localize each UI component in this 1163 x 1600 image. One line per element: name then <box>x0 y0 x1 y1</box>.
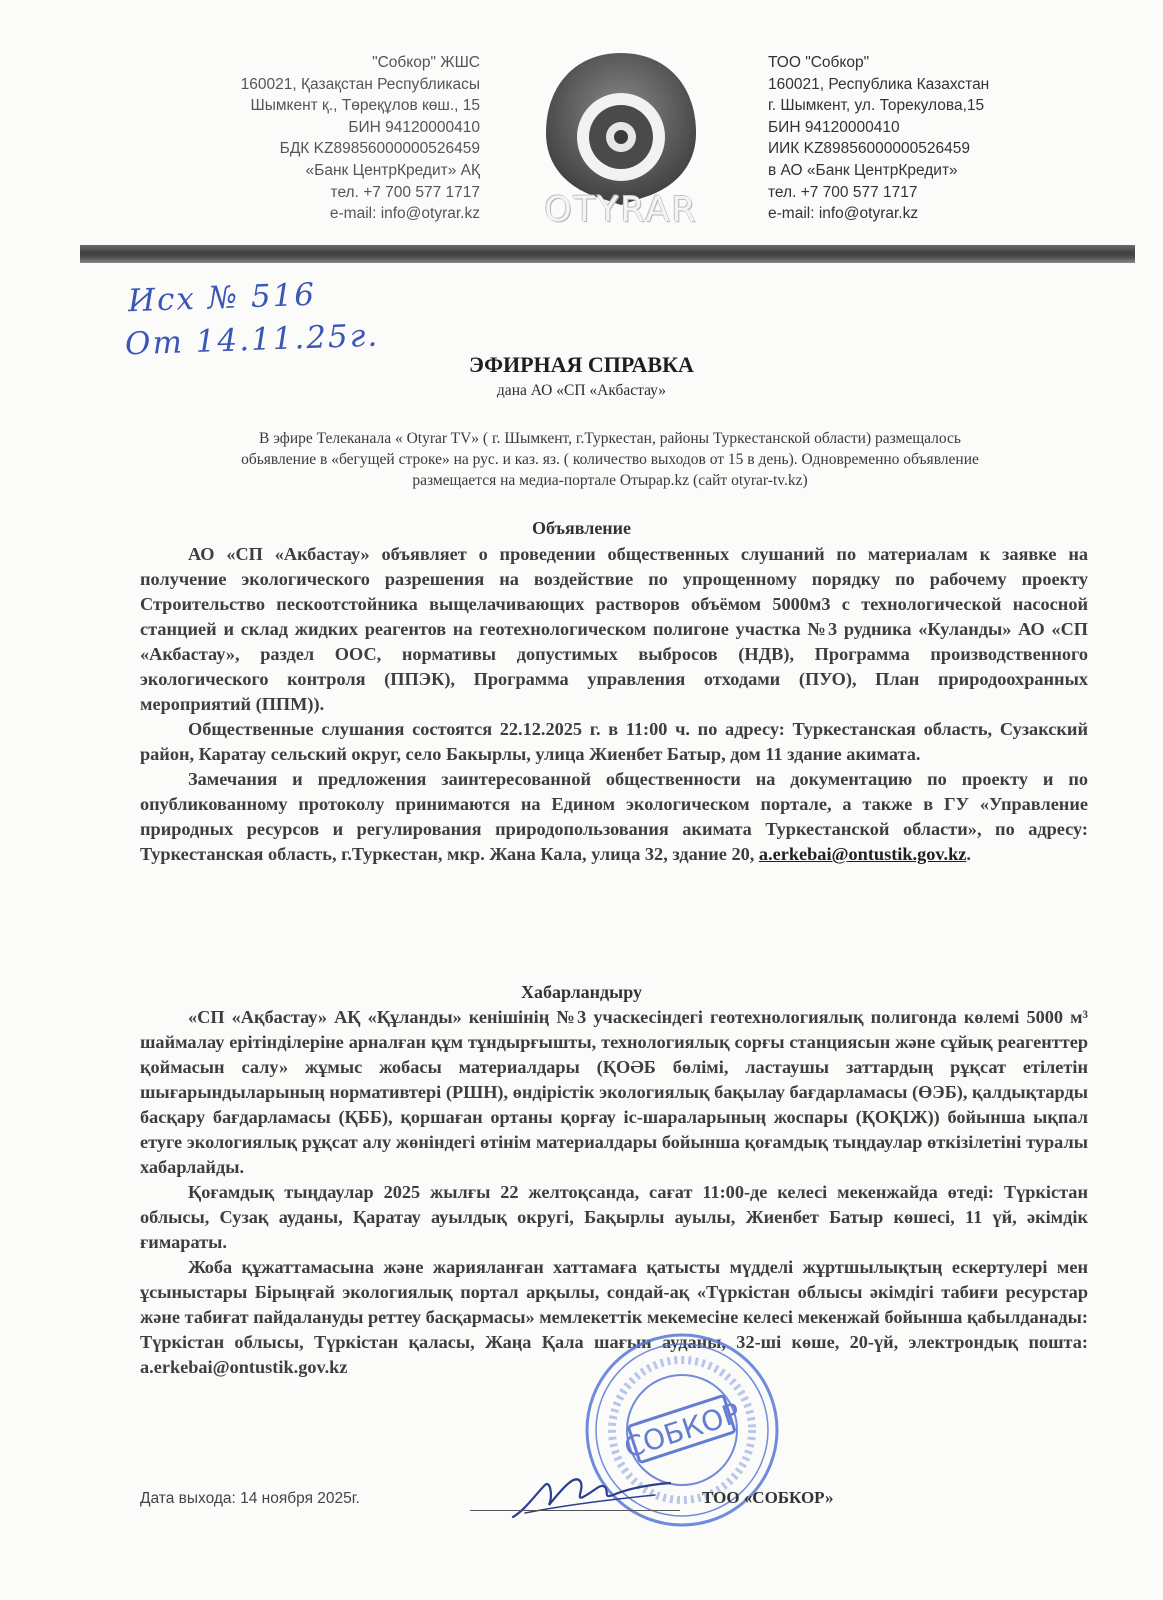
letterhead-kz-line: БДК KZ89856000000526459 <box>279 140 480 158</box>
logo-wordmark: OTYRAR <box>544 190 698 230</box>
signature-icon <box>505 1455 675 1525</box>
document-title: ЭФИРНАЯ СПРАВКА <box>469 352 694 377</box>
letterhead-ru-line: ТОО "Собкор" <box>768 54 870 71</box>
announcement-ru-paragraph: АО «СП «Акбастау» объявляет о проведении общественных слушаний по материалам к заявке на получение экологического разрешения на воздействие по упрощенному порядку по рабочему проекту Строительство пескоотстойника выщелачивающих растворов объёмом 5000м3 с технологической насосной станцией и склад жидких реагентов на геотехнологическом полигоне участка №3 рудника «Куланды» АО «СП «Акбастау», раздел ООС, нормативы допустимых выбросов (НДВ), Программа производственного экологического контроля (ППЭК), Программа управления отходами (ПУО), План природоохранных мероприятий (ППМ)). <box>140 544 1088 714</box>
announcement-kz-heading: Хабарландыру <box>521 982 642 1002</box>
stamp-center-text: СОБКОР <box>620 1396 745 1465</box>
letterhead-kz-line: Шымкент қ., Төреқұлов көш., 15 <box>250 97 480 115</box>
letterhead-ru <box>768 52 1128 225</box>
letterhead-ru-line: ИИК KZ89856000000526459 <box>768 140 970 158</box>
intro-line: В эфире Телеканала « Otyrar TV» ( г. Шымкент, г.Туркестан, районы Туркестанской области) размещалось <box>259 430 961 447</box>
letterhead-kz-line: 160021, Қазақстан Республикасы <box>240 75 480 93</box>
signature-line <box>470 1510 680 1511</box>
letterhead-ru-line: 160021, Республика Казахстан <box>768 75 990 93</box>
intro-text <box>160 428 1060 491</box>
announcement-ru-period: . <box>966 844 971 864</box>
intro-line: размещается на медиа-портале Отырар.kz (сайт otyrar-tv.kz) <box>412 472 808 489</box>
letterhead-kz-line: "Собкор" ЖШС <box>372 54 480 71</box>
announcement-kz-paragraph: «СП «Ақбастау» АҚ «Құланды» кенішінің №3 учаскесіндегі геотехнологиялық полигонда көлемі 5000 м³ шаймалау ерітінділеріне арналған құм тұндырғышты, технологиялық сорғы станциясын және сұйық реагенттер қоймасын салу» жұмыс жобасы материалдары (ҚОӘБ бөлімі, ластаушы заттардың рұқсат етілетін шығарындыларының нормативтері (РШН), өндірістік экологиялық бақылау бағдарламасы (ӨЭБ), қалдықтарды басқару бағдарламасы (ҚББ), қоршаған ортаны қорғау іс-шараларының жоспары (ҚОҚІЖ)) бойынша ықпал етуге экологиялық рұқсат алу жөніндегі өтінім материалдары бойынша қоғамдық тыңдаулар өткізілетіні туралы хабарлайды. <box>140 1007 1088 1177</box>
announcement-kz-contacts-text: Жоба құжаттамасына және жарияланған хаттамаға қатысты мүдделі жұртшылықтың ескертулері мен ұсыныстары Бірыңғай экологиялық портал арқылы, сондай-ақ «Түркістан облысы әкімдігі табиғи ресурстар және табиғат пайдалануды реттеу басқармасы» мемлекеттік мекемесіне келесі мекенжай бойынша қабылданады: Түркістан облысы, Түркістан қаласы, Жаңа Қала шағын ауданы, 32-ші көше, 20-үй, электрондық пошта: <box>140 1257 1088 1352</box>
email-link-ru[interactable]: a.erkebai@ontustik.gov.kz <box>758 844 967 864</box>
letterhead-kz-email: e-mail: info@otyrar.kz <box>329 205 480 223</box>
letterhead-kz-line: тел. +7 700 577 1717 <box>330 183 480 201</box>
letterhead-kz <box>150 52 480 225</box>
letterhead-ru-line: БИН 94120000410 <box>768 118 900 136</box>
document-subtitle: дана АО «СП «Акбастау» <box>496 382 667 399</box>
announcement-kz-body <box>140 1005 1088 1380</box>
email-text-kz[interactable]: a.erkebai@ontustik.gov.kz <box>140 1357 348 1377</box>
announcement-kz-paragraph: Қоғамдық тыңдаулар 2025 жылғы 22 желтоқсанда, сағат 11:00-де келесі мекенжайда өтеді: Түркістан облысы, Сузақ ауданы, Қаратау ауылдық округі, Бақырлы ауылы, Жиенбет Батыр көшесі, 11 үй, әкімдік ғимараты. <box>140 1182 1088 1252</box>
announcement-ru-heading: Объявление <box>531 518 632 538</box>
letterhead-ru-email: e-mail: info@otyrar.kz <box>768 205 919 223</box>
intro-line: обьявление в «бегущей строке» на рус. и каз. яз. ( количество выходов от 15 в день). Одновременно объявление <box>241 451 979 468</box>
letterhead-kz-line: «Банк ЦентрКредит» АҚ <box>305 161 480 179</box>
announcement-ru-paragraph-contacts <box>140 767 1088 867</box>
letterhead-ru-line: г. Шымкент, ул. Торекулова,15 <box>768 97 985 115</box>
announcement-ru-body <box>140 542 1088 867</box>
footer-company: ТОО «СОБКОР» <box>702 1488 834 1507</box>
header-divider-bar <box>80 245 1135 263</box>
handwritten-date: От 14.11.25г. <box>124 317 380 363</box>
announcement-ru-paragraph: Общественные слушания состоятся 22.12.2025 г. в 11:00 ч. по адресу: Туркестанская область, Сузакский район, Каратау сельский округ, село Бакырлы, улица Жиенбет Батыр, дом 11 здание акимата. <box>140 719 1088 764</box>
announcement-ru-contacts-text: Замечания и предложения заинтересованной общественности на документацию по проекту и по опубликованному протоколу принимаются на Едином экологическом портале, а также в ГУ «Управление природных ресурсов и регулирования природопользования акимата Туркестанской области», по адресу: Туркестанская область, г.Туркестан, мкр. Жана Кала, улица 32, здание 20, <box>140 769 1088 864</box>
letterhead-kz-line: БИН 94120000410 <box>348 118 480 136</box>
handwritten-outgoing-number: Исх № 516 <box>127 276 317 320</box>
broadcast-date: Дата выхода: 14 ноября 2025г. <box>140 1490 360 1507</box>
letterhead-ru-line: тел. +7 700 577 1717 <box>768 183 918 201</box>
letterhead-ru-line: в АО «Банк ЦентрКредит» <box>768 161 958 179</box>
